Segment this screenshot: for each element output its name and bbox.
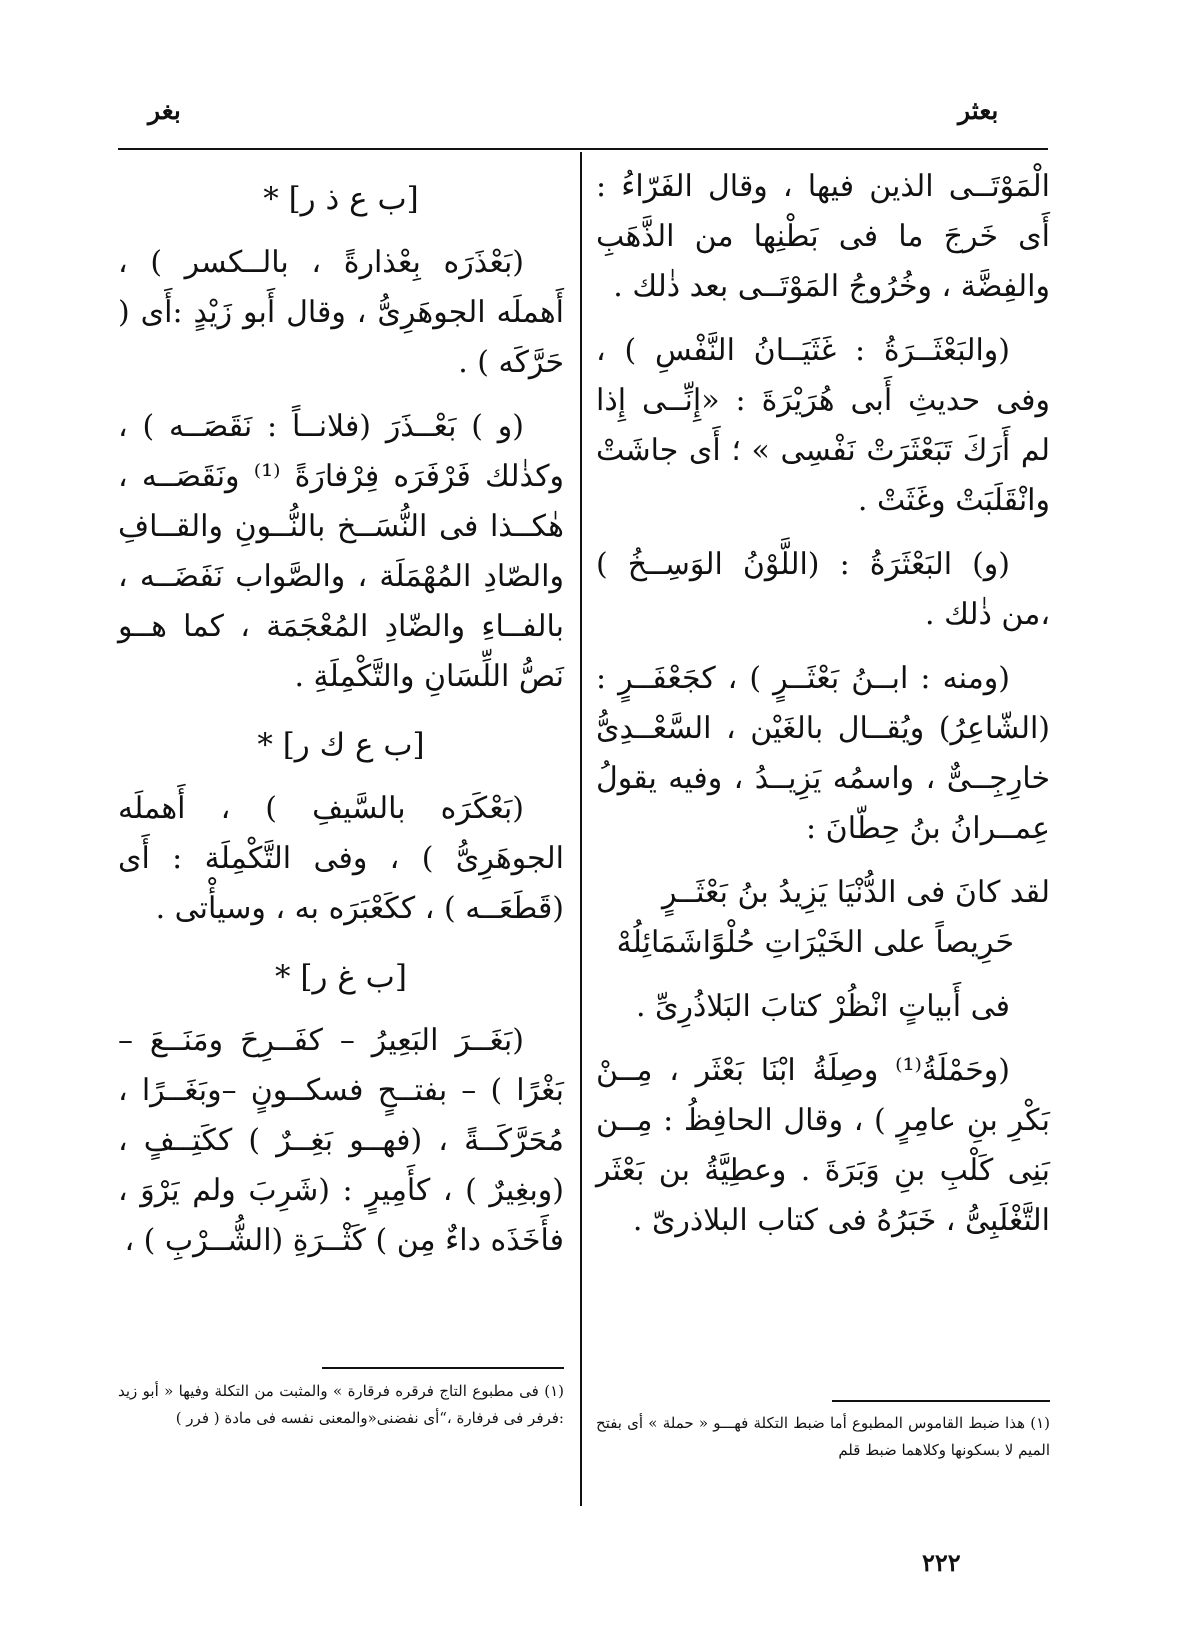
paragraph: (و ) بَعْــذَرَ (فلانــاً : نَقَصَــه ) ، وكذٰلك فَرْفَرَه فِرْفارَةً ⁽¹⁾ ونَقَصَــه ، هٰكــذا فى النُّسَــخ بالنُّــونِ والقــافِ والصّادِ المُهْمَلَة ، والصَّواب نَفَضَــه ، بالفــاءِ والضّادِ المُعْجَمَة ، كما هــو نَصُّ اللِّسَانِ والتَّكْمِلَةِ . xyxy=(118,409,564,694)
entry-heading: [ب غ ر] * xyxy=(275,959,407,995)
running-head-left: بغر xyxy=(148,96,181,125)
left-column xyxy=(118,162,564,1280)
column-divider xyxy=(580,152,582,1506)
running-head-right: بعثر xyxy=(958,96,999,125)
paragraph: (بَغَــرَ البَعِيرُ – كفَــرِحَ ومَنَــعَ – بَغْرًا ) – بفتــحٍ فسكــونٍ –وبَغَــرًا ، مُحَرَّكَــةً ، (فهــو بَغِــرٌ ) ككَتِــفٍ ، (وبغِيرٌ ) ، كأَمِيرٍ : (شَرِبَ ولم يَرْوَ ، فأَخَذَه داءٌ مِن ) كَثْــرَةِ (الشُّــرْبِ ) ، xyxy=(118,1023,564,1258)
verse-line: لقد كانَ فى الدُّنْيَا يَزِيدُ بنُ بَعْثَــرٍ xyxy=(661,875,1050,910)
entry-heading: [ب ع ذ ر] * xyxy=(263,181,419,217)
footnote-rule-left xyxy=(322,1367,564,1369)
paragraph: (و) البَعْثَرَةُ : (اللَّوْنُ الوَسِــخُ ) ،من ذٰلك . xyxy=(596,547,1050,632)
verse-line: حَرِيصاً على الخَيْرَاتِ حُلْوًاشَمَائِلُهْ xyxy=(616,925,1014,960)
footnote-left: (١) فى مطبوع التاج فرقره فرقارة » والمثبت من التكلة وفيها « أبو زيد :فرفر فى فرفارة ،“أى نفضنى«والمعنى نفسه فى مادة ( فرر ) xyxy=(118,1382,564,1427)
paragraph: (بَعْكَرَه بالسَّيفِ ) ، أَهملَه الجوهَرِىُّ ) ، وفى التَّكْمِلَة : أَى (قَطَعَــه ) ، ككَعْبَرَه به ، وسيأْتى . xyxy=(118,791,564,926)
right-column xyxy=(596,162,1050,1260)
paragraph: (والبَعْثَــرَةُ : غَثَيَــانُ النَّفْسِ ) ، وفى حديثِ أَبى هُرَيْرَةَ : «إِنِّــى إِذا لم أَرَكَ تَبَعْثَرَتْ نَفْسِى » ؛ أَى جاشَتْ وانْقَلَبَتْ وغَثَتْ . xyxy=(596,333,1050,518)
paragraph: (ومنه : ابــنُ بَعْثَــرٍ ) ، كجَعْفَــرٍ : (الشّاعِرُ) ويُقــال بالغَيْن ، السَّعْــدِىُّ خارِجِــىٌّ ، واسمُه يَزِيــدُ ، وفيه يقولُ عِمــرانُ بنُ حِطّانَ : xyxy=(596,661,1050,846)
page-number: ٢٢٢ xyxy=(922,1548,961,1577)
paragraph: فى أَبياتٍ انْظُرْ كتابَ البَلاذُرِىِّ . xyxy=(635,989,1010,1024)
footnote-right: (١) هذا ضبط القاموس المطبوع أما ضبط التكلة فهـــو « حملة » أى بفتح الميم لا بسكونها وكلاهما ضبط قلم xyxy=(596,1414,1050,1459)
paragraph: (بَعْذَرَه بِعْذارةً ، بالــكسر ) ، أَهملَه الجوهَرِىُّ ، وقال أَبو زَيْدٍ :أَى ( حَرَّكَه ) . xyxy=(118,245,564,380)
footnote-rule-right xyxy=(832,1400,1050,1402)
entry-heading: [ب ع ك ر] * xyxy=(257,727,425,763)
paragraph: الْمَوْتَــى الذين فيها ، وقال الفَرّاءُ : أَى خَرجَ ما فى بَطْنِها من الذَّهَبِ والفِضَّة ، وخُرُوجُ المَوْتَــى بعد ذٰلك . xyxy=(596,169,1050,304)
header-rule xyxy=(118,148,1048,150)
paragraph: (وحَمْلَةُ⁽¹⁾ وصِلَةُ ابْنَا بَعْثَر ، مِــنْ بَكْرِ بنِ عامِرٍ ) ، وقال الحافِظُ : مِــن بَنِى كَلْبِ بنِ وَبَرَةَ . وعطِيَّةُ بن بَعْثَر التَّغْلَبِىُّ ، خَبَرُهُ فى كتاب البلاذرىّ . xyxy=(596,1053,1050,1238)
